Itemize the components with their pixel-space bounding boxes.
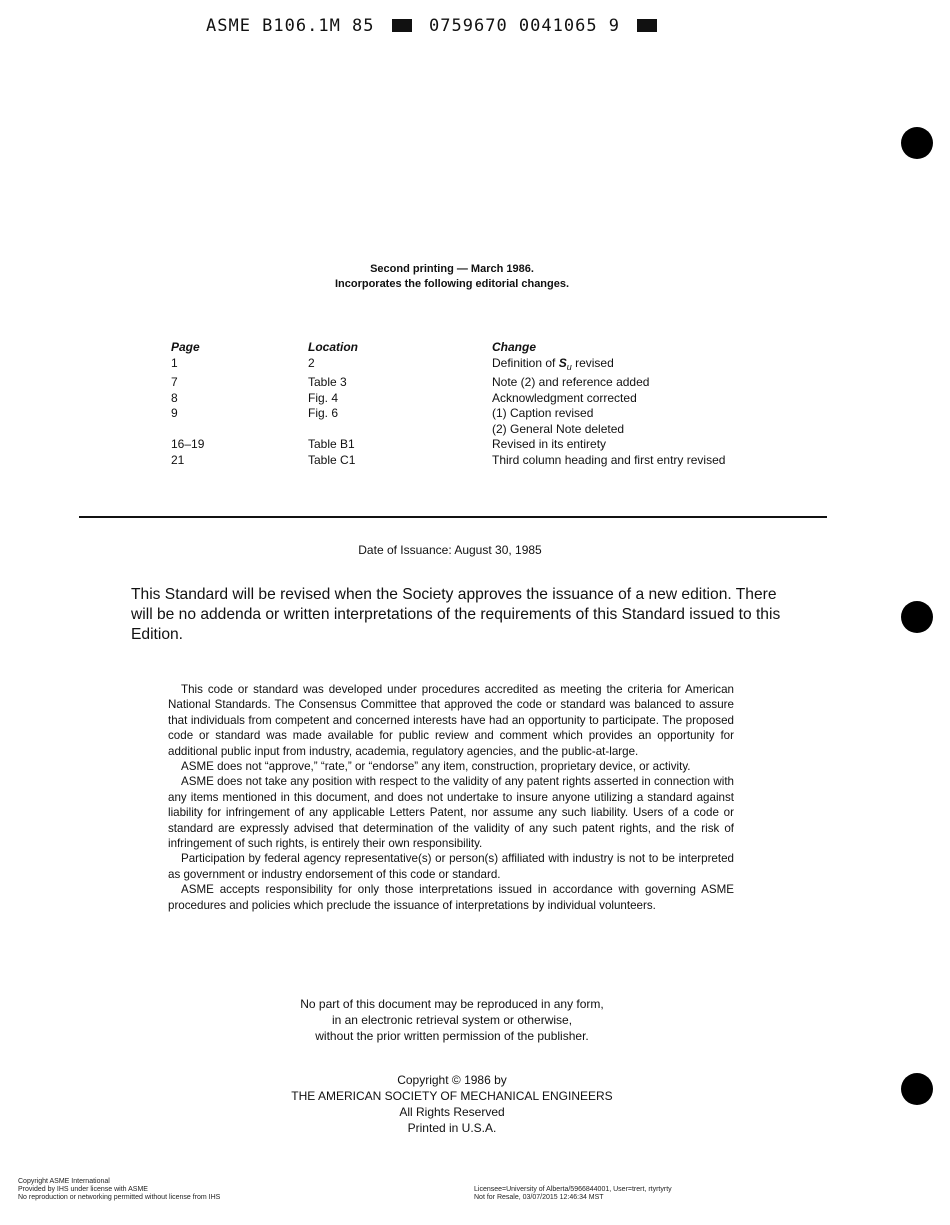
change-suffix: revised [571,355,614,370]
cell-change: Third column heading and first entry revised [492,452,726,467]
footer-right-line-2: Not for Resale, 03/07/2015 12:46:34 MST [474,1194,604,1201]
header-change: Change [492,340,537,354]
punch-hole [901,127,933,159]
printing-line-1: Second printing — March 1986. [370,263,534,275]
document-code-header [206,16,663,36]
revision-notice: This Standard will be revised when the Society approves the issuance of a new edition. There will be no addenda or written interpretations of the requirements of this Standard issued to this Edition. [131,586,781,643]
table-row [171,406,725,437]
table-row [171,391,725,407]
table-row [171,375,725,391]
header-location: Location [308,340,358,354]
header-page: Page [171,340,200,354]
barcode-block [392,19,412,32]
printing-line-2: Incorporates the following editorial changes. [334,278,570,290]
cell-change: Note (2) and reference added [492,375,650,389]
cell-location: 2 [308,355,315,370]
cell-location: Fig. 6 [308,406,339,420]
table-row [171,356,725,376]
copyright-line-2: THE AMERICAN SOCIETY OF MECHANICAL ENGINEERS [291,1089,613,1103]
policy-paragraph: ASME accepts responsibility for only those interpretations issued in accordance with governing ASME procedures and policies which preclude the issuance of interpretations by individual volunteers. [168,883,734,912]
cell-location: Table B1 [308,437,355,451]
copyright-block [0,1072,904,1136]
cell-page: 9 [171,406,178,420]
footer-left-line-1: Copyright ASME International [18,1178,110,1185]
change-prefix: Definition of [492,355,559,370]
footer-license-right [474,1186,672,1202]
policy-paragraph: ASME does not take any position with respect to the validity of any patent rights asserted in connection with any items mentioned in this document, and does not undertake to insure anyone utilizing a standard against liability for infringement of any applicable Letters Patent, nor assume any such liability. Users of a code or standard are expressly advised that determination of the validity of any such patent rights, and the risk of infringement of such rights, is entirely their own responsibility. [168,775,734,851]
printing-notice [0,262,904,292]
change-subscript: u [566,361,572,372]
change-line-1: (1) Caption revised [492,406,594,420]
table-header-row [171,340,725,356]
reproduction-line-2: in an electronic retrieval system or otherwise, [331,1013,573,1027]
cell-page: 21 [171,452,185,467]
cell-location: Table 3 [308,375,347,389]
copyright-line-1: Copyright © 1986 by [397,1073,507,1087]
editorial-changes-table [171,340,725,468]
date-of-issuance: Date of Issuance: August 30, 1985 [358,543,542,557]
policy-statement [168,682,734,913]
cell-location: Table C1 [308,452,356,467]
footer-left-line-3: No reproduction or networking permitted without license from IHS [18,1194,221,1201]
reproduction-line-1: No part of this document may be reproduced in any form, [300,997,604,1011]
cell-change [492,406,725,437]
reproduction-notice [0,996,904,1044]
copyright-line-3: All Rights Reserved [399,1105,505,1119]
document-code-part2: 0759670 0041065 9 [429,16,621,36]
barcode-block [637,19,657,32]
cell-page: 1 [171,355,178,370]
cell-page: 7 [171,375,178,389]
footer-right-line-1: Licensee=University of Alberta/5966844001, User=trert, rtyrtyrty [474,1186,672,1193]
punch-hole [901,601,933,633]
footer-license-left [18,1178,220,1202]
cell-page: 16–19 [171,437,205,451]
policy-paragraph: This code or standard was developed under procedures accredited as meeting the criteria for American National Standards. The Consensus Committee that approved the code or standard was balanced to assure that individuals from competent and concerned interests have had an opportunity to participate. The proposed code or standard was made available for public review and comment which provides an opportunity for additional public input from industry, academia, regulatory agencies, and the public-at-large. [168,683,734,758]
document-code-part1: ASME B106.1M 85 [206,16,375,36]
cell-page: 8 [171,390,178,405]
change-line-2: (2) General Note deleted [492,421,625,436]
policy-paragraph: Participation by federal agency representative(s) or person(s) affiliated with industry is not to be interpreted as government or industry endorsement of this code or standard. [168,852,734,881]
cell-change: Revised in its entirety [492,437,607,451]
copyright-line-4: Printed in U.S.A. [407,1121,497,1135]
punch-hole [901,1073,933,1105]
table-row [171,437,725,453]
cell-location: Fig. 4 [308,390,339,405]
cell-change: Acknowledgment corrected [492,390,637,405]
table-row [171,453,725,469]
footer-left-line-2: Provided by IHS under license with ASME [18,1186,148,1193]
cell-change [492,356,725,376]
reproduction-line-3: without the prior written permission of the publisher. [315,1029,589,1043]
policy-paragraph: ASME does not “approve,” “rate,” or “endorse” any item, construction, proprietary device, or activity. [181,760,691,774]
change-variable: S [558,355,567,370]
horizontal-divider [79,516,827,518]
